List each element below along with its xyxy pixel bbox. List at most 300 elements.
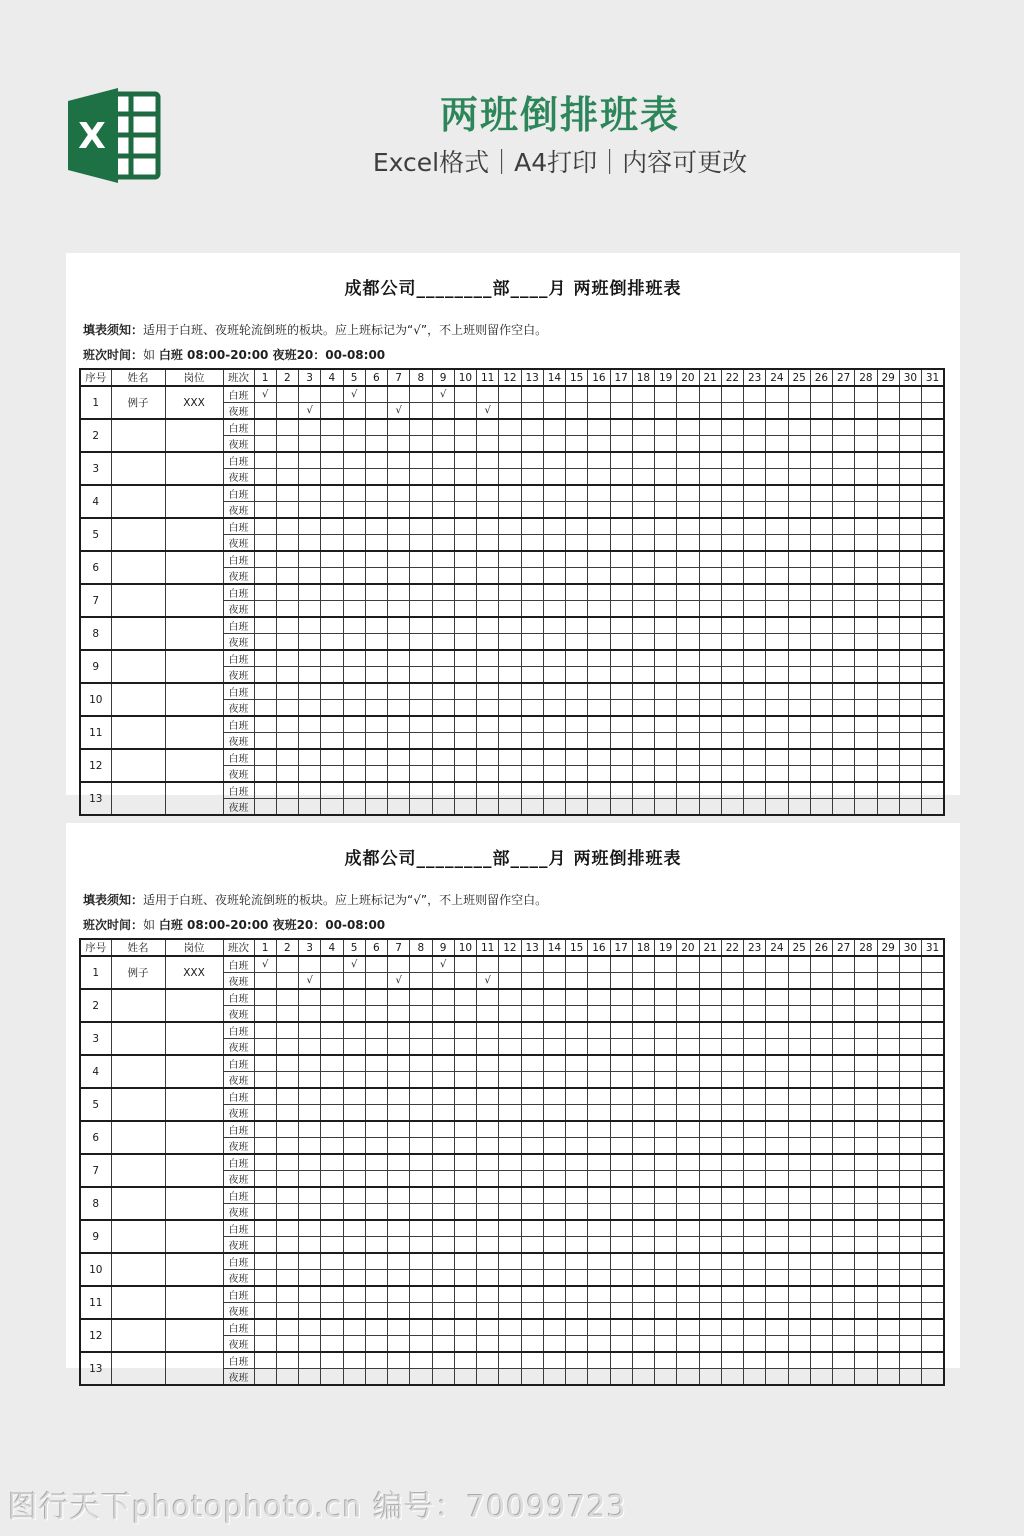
empty-cell [543,634,565,651]
empty-cell [499,502,521,519]
empty-cell [877,1270,899,1287]
empty-cell [588,782,610,799]
empty-cell [877,403,899,420]
empty-cell [632,502,654,519]
empty-cell [299,956,321,973]
empty-cell [744,973,766,990]
empty-cell [588,1336,610,1353]
empty-cell [632,749,654,766]
empty-cell [655,419,677,436]
day-shift-label: 白班 [223,452,254,469]
empty-cell [744,568,766,585]
empty-cell [566,749,588,766]
empty-cell [299,535,321,552]
empty-cell [721,650,743,667]
empty-cell [833,1336,855,1353]
empty-cell [810,485,832,502]
empty-cell [566,1187,588,1204]
empty-cell [610,617,632,634]
empty-cell [410,733,432,750]
empty-cell [632,584,654,601]
empty-cell [365,782,387,799]
night-shift-label: 夜班 [223,1237,254,1254]
empty-cell [899,469,921,486]
fill-instructions-note [83,323,960,338]
empty-cell [699,1055,721,1072]
empty-cell [766,1303,788,1320]
empty-cell [388,584,410,601]
empty-cell [899,568,921,585]
empty-cell [477,386,499,403]
empty-cell [454,502,476,519]
empty-cell [299,716,321,733]
empty-cell [699,452,721,469]
empty-cell [855,584,877,601]
empty-cell [321,782,343,799]
empty-cell [521,436,543,453]
empty-cell [566,667,588,684]
empty-cell [477,452,499,469]
empty-cell [388,650,410,667]
empty-cell [432,782,454,799]
empty-cell [454,518,476,535]
empty-cell [855,1270,877,1287]
empty-cell [677,716,699,733]
empty-cell [877,568,899,585]
empty-cell [477,799,499,816]
day-shift-label: 白班 [223,1121,254,1138]
empty-cell [677,1286,699,1303]
empty-cell [655,535,677,552]
empty-cell [499,617,521,634]
empty-cell [655,1055,677,1072]
empty-cell [521,799,543,816]
empty-cell [343,403,365,420]
empty-cell [833,584,855,601]
empty-cell [833,782,855,799]
empty-cell [610,799,632,816]
empty-cell [276,766,298,783]
empty-cell [254,1006,276,1023]
empty-cell [477,1154,499,1171]
empty-cell [699,799,721,816]
empty-cell [833,683,855,700]
day-shift-label: 白班 [223,1352,254,1369]
empty-cell [543,1319,565,1336]
empty-cell [588,502,610,519]
empty-cell [899,1253,921,1270]
empty-cell [632,634,654,651]
empty-cell [610,1187,632,1204]
empty-cell [833,1138,855,1155]
empty-cell [432,1286,454,1303]
empty-cell [833,535,855,552]
empty-cell [588,766,610,783]
empty-cell [299,989,321,1006]
empty-cell [477,1105,499,1122]
empty-cell [677,601,699,618]
svg-text:X: X [78,116,106,157]
row-number-cell: 6 [80,551,111,584]
empty-cell [721,733,743,750]
empty-cell [321,1138,343,1155]
empty-cell [343,1138,365,1155]
check-cell: √ [254,956,276,973]
empty-cell [788,1072,810,1089]
empty-cell [655,1253,677,1270]
empty-cell [655,1121,677,1138]
empty-cell [833,1352,855,1369]
empty-cell [254,1220,276,1237]
empty-cell [632,1105,654,1122]
empty-cell [299,419,321,436]
day-header: 31 [922,369,945,386]
empty-cell [588,733,610,750]
empty-cell [254,584,276,601]
name-cell [111,584,165,617]
empty-cell [477,584,499,601]
empty-cell [432,568,454,585]
empty-cell [877,1039,899,1056]
empty-cell [521,1369,543,1386]
empty-cell [744,485,766,502]
empty-cell [432,1138,454,1155]
day-shift-label: 白班 [223,551,254,568]
empty-cell [566,1253,588,1270]
empty-cell [566,502,588,519]
empty-cell [321,1237,343,1254]
day-shift-label: 白班 [223,989,254,1006]
empty-cell [810,1121,832,1138]
empty-cell [677,1220,699,1237]
empty-cell [788,617,810,634]
empty-cell [543,386,565,403]
day-shift-label: 白班 [223,1220,254,1237]
empty-cell [410,1138,432,1155]
empty-cell [922,1204,945,1221]
empty-cell [477,1171,499,1188]
empty-cell [254,469,276,486]
empty-cell [899,452,921,469]
empty-cell [454,1237,476,1254]
empty-cell [477,1303,499,1320]
day-header: 27 [833,939,855,956]
empty-cell [699,535,721,552]
empty-cell [365,1220,387,1237]
empty-cell [721,667,743,684]
empty-cell [788,551,810,568]
empty-cell [521,1204,543,1221]
day-header: 23 [744,369,766,386]
empty-cell [343,1253,365,1270]
empty-cell [254,1055,276,1072]
empty-cell [521,634,543,651]
empty-cell [877,485,899,502]
empty-cell [499,601,521,618]
empty-cell [299,1138,321,1155]
empty-cell [477,1220,499,1237]
row-number-cell: 2 [80,989,111,1022]
empty-cell [788,782,810,799]
empty-cell [388,1088,410,1105]
empty-cell [276,1022,298,1039]
empty-cell [655,436,677,453]
empty-cell [410,716,432,733]
empty-cell [877,535,899,552]
row-number-cell: 8 [80,617,111,650]
empty-cell [721,436,743,453]
empty-cell [566,1072,588,1089]
empty-cell [276,1138,298,1155]
empty-cell [810,1072,832,1089]
column-header: 姓名 [111,939,165,956]
empty-cell [521,1286,543,1303]
position-cell [165,1055,223,1088]
day-header: 14 [543,939,565,956]
empty-cell [521,1072,543,1089]
empty-cell [655,1088,677,1105]
day-header: 13 [521,939,543,956]
empty-cell [365,1055,387,1072]
empty-cell [744,1369,766,1386]
person-row [80,1121,944,1138]
empty-cell [299,733,321,750]
empty-cell [877,1319,899,1336]
empty-cell [855,749,877,766]
empty-cell [922,551,945,568]
empty-cell [588,1319,610,1336]
day-shift-label: 白班 [223,584,254,601]
empty-cell [566,1171,588,1188]
empty-cell [922,766,945,783]
empty-cell [922,733,945,750]
empty-cell [477,667,499,684]
empty-cell [276,551,298,568]
empty-cell [454,551,476,568]
empty-cell [855,1088,877,1105]
empty-cell [499,667,521,684]
empty-cell [877,551,899,568]
empty-cell [566,535,588,552]
check-cell: √ [432,956,454,973]
empty-cell [766,485,788,502]
row-number-cell: 1 [80,386,111,419]
empty-cell [566,782,588,799]
day-header: 10 [454,369,476,386]
empty-cell [632,485,654,502]
empty-cell [788,1253,810,1270]
empty-cell [655,1286,677,1303]
empty-cell [477,1055,499,1072]
day-header: 29 [877,939,899,956]
empty-cell [632,1171,654,1188]
empty-cell [922,518,945,535]
empty-cell [610,452,632,469]
empty-cell [788,1138,810,1155]
empty-cell [788,1369,810,1386]
empty-cell [922,1336,945,1353]
empty-cell [744,667,766,684]
empty-cell [432,1220,454,1237]
empty-cell [254,716,276,733]
empty-cell [365,518,387,535]
person-row [80,1022,944,1039]
empty-cell [699,1006,721,1023]
empty-cell [632,1220,654,1237]
empty-cell [388,634,410,651]
empty-cell [388,1303,410,1320]
empty-cell [299,650,321,667]
empty-cell [855,766,877,783]
empty-cell [677,419,699,436]
empty-cell [766,386,788,403]
empty-cell [343,502,365,519]
empty-cell [677,1187,699,1204]
empty-cell [588,436,610,453]
empty-cell [699,667,721,684]
empty-cell [788,403,810,420]
night-shift-label: 夜班 [223,973,254,990]
empty-cell [299,1319,321,1336]
person-row [80,956,944,973]
empty-cell [766,683,788,700]
empty-cell [432,502,454,519]
check-cell: √ [477,403,499,420]
empty-cell [922,535,945,552]
empty-cell [810,535,832,552]
empty-cell [766,1072,788,1089]
empty-cell [922,799,945,816]
empty-cell [810,502,832,519]
empty-cell [343,1237,365,1254]
day-shift-label: 白班 [223,1187,254,1204]
person-row [80,386,944,403]
empty-cell [299,1336,321,1353]
empty-cell [855,1072,877,1089]
empty-cell [766,1088,788,1105]
day-header: 1 [254,939,276,956]
empty-cell [499,700,521,717]
empty-cell [588,518,610,535]
empty-cell [321,683,343,700]
empty-cell [543,1105,565,1122]
empty-cell [566,1237,588,1254]
empty-cell [410,1154,432,1171]
empty-cell [877,1055,899,1072]
empty-cell [432,1105,454,1122]
empty-cell [899,1286,921,1303]
person-row [80,1187,944,1204]
empty-cell [365,1171,387,1188]
empty-cell [454,436,476,453]
empty-cell [833,1253,855,1270]
column-header: 班次 [223,939,254,956]
day-header: 16 [588,939,610,956]
position-cell [165,1220,223,1253]
empty-cell [388,1319,410,1336]
empty-cell [365,1105,387,1122]
empty-cell [454,568,476,585]
empty-cell [477,766,499,783]
empty-cell [276,1187,298,1204]
empty-cell [922,716,945,733]
empty-cell [566,989,588,1006]
empty-cell [477,469,499,486]
empty-cell [321,1121,343,1138]
empty-cell [343,782,365,799]
empty-cell [365,1121,387,1138]
empty-cell [521,518,543,535]
empty-cell [788,518,810,535]
empty-cell [899,1138,921,1155]
empty-cell [566,568,588,585]
person-row [80,1286,944,1303]
person-row [80,1352,944,1369]
empty-cell [566,485,588,502]
empty-cell [899,683,921,700]
empty-cell [343,1352,365,1369]
empty-cell [632,1154,654,1171]
empty-cell [432,551,454,568]
empty-cell [610,1286,632,1303]
empty-cell [721,716,743,733]
empty-cell [454,1072,476,1089]
empty-cell [254,782,276,799]
empty-cell [365,1039,387,1056]
person-row [80,485,944,502]
empty-cell [432,1253,454,1270]
empty-cell [432,1006,454,1023]
empty-cell [766,1006,788,1023]
empty-cell [788,799,810,816]
empty-cell [276,989,298,1006]
empty-cell [521,584,543,601]
empty-cell [588,1171,610,1188]
empty-cell [922,419,945,436]
empty-cell [766,650,788,667]
empty-cell [410,1204,432,1221]
empty-cell [432,1303,454,1320]
empty-cell [343,1171,365,1188]
empty-cell [810,1204,832,1221]
empty-cell [499,1253,521,1270]
empty-cell [365,1204,387,1221]
empty-cell [566,419,588,436]
empty-cell [855,1369,877,1386]
person-row [80,452,944,469]
row-number-cell: 10 [80,1253,111,1286]
empty-cell [610,419,632,436]
empty-cell [721,1204,743,1221]
empty-cell [543,1055,565,1072]
empty-cell [410,1088,432,1105]
empty-cell [477,1006,499,1023]
empty-cell [721,452,743,469]
empty-cell [833,749,855,766]
name-cell [111,485,165,518]
empty-cell [610,700,632,717]
empty-cell [299,782,321,799]
position-cell [165,551,223,584]
empty-cell [677,700,699,717]
empty-cell [566,1352,588,1369]
empty-cell [610,1154,632,1171]
day-header: 9 [432,939,454,956]
empty-cell [543,617,565,634]
empty-cell [365,485,387,502]
empty-cell [388,1352,410,1369]
empty-cell [699,1286,721,1303]
